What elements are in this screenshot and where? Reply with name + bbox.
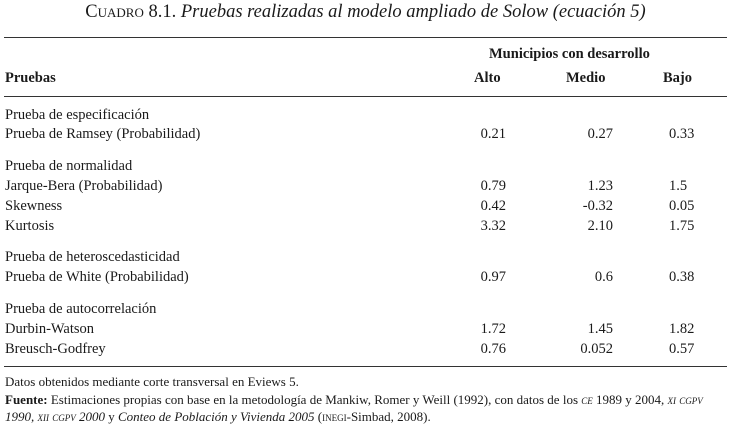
cell-bajo: 0.05 [669, 198, 695, 214]
cell-alto: 0.97 [480, 269, 506, 285]
cell-medio: 0.6 [594, 269, 613, 285]
fuente-xi-cgpv: xi cgpv 1990, [5, 391, 703, 424]
table-caption [0, 2, 731, 23]
header-rule [4, 96, 727, 97]
col-header-medio: Medio [566, 70, 606, 86]
cell-medio: -0.32 [582, 198, 613, 214]
fuente-ce: ce [581, 391, 593, 407]
row-label: Kurtosis [5, 218, 55, 234]
fuente-end: -Simbad, 2008). [346, 409, 431, 424]
row-label: Durbin-Watson [5, 321, 95, 337]
table-notes [5, 373, 727, 426]
section-title: Prueba de heteroscedasticidad [5, 249, 180, 265]
fuente-and: y [108, 409, 115, 424]
caption-title: Pruebas realizadas al modelo ampliado de Solow (ecuación 5) [180, 2, 646, 22]
row-label: Prueba de Ramsey (Probabilidad) [5, 126, 201, 142]
cell-bajo: 0.57 [669, 341, 695, 357]
cell-bajo: 0.33 [669, 126, 695, 142]
bottom-rule [4, 366, 727, 367]
cell-medio: 1.23 [587, 178, 613, 194]
fuente-label: Fuente: [5, 391, 48, 407]
fuente-conteo: Conteo de Población y Vivienda 2005 [118, 409, 315, 424]
cell-alto: 0.79 [480, 178, 506, 194]
section-title: Prueba de autocorrelación [5, 301, 157, 317]
col-header-bajo: Bajo [663, 70, 692, 86]
row-label: Jarque-Bera (Probabilidad) [5, 178, 163, 194]
column-group-header: Municipios con desarrollo [489, 46, 650, 62]
row-label-header: Pruebas [5, 70, 56, 86]
cell-medio: 0.052 [580, 341, 613, 357]
note-fuente [5, 391, 727, 426]
cell-medio: 2.10 [587, 218, 613, 234]
cell-alto: 3.32 [480, 218, 506, 234]
cell-bajo: 1.75 [669, 218, 695, 234]
cell-alto: 1.72 [480, 321, 506, 337]
caption-label: Cuadro 8.1. [85, 2, 177, 22]
cell-medio: 0.27 [587, 126, 613, 142]
cell-bajo: 1.82 [669, 321, 695, 337]
cell-alto: 0.21 [480, 126, 506, 142]
top-rule [4, 37, 727, 38]
fuente-paren: ( [317, 409, 323, 424]
section-title: Prueba de normalidad [5, 158, 133, 174]
row-label: Breusch-Godfrey [5, 341, 106, 357]
fuente-text: Estimaciones propias con base en la metodología de Mankiw, Romer y Weill (1992), con datos de los [50, 391, 579, 407]
note-data-source: Datos obtenidos mediante corte transversal en Eviews 5. [5, 374, 299, 389]
row-label: Prueba de White (Probabilidad) [5, 269, 189, 285]
fuente-xii-cgpv: xii cgpv 2000 [37, 409, 105, 424]
cell-alto: 0.42 [480, 198, 506, 214]
fuente-years: 1989 y 2004, [596, 391, 665, 407]
col-header-alto: Alto [474, 70, 501, 86]
cell-alto: 0.76 [480, 341, 506, 357]
cell-medio: 1.45 [587, 321, 613, 337]
section-title: Prueba de especificación [5, 107, 150, 123]
cell-bajo: 0.38 [669, 269, 695, 285]
fuente-inegi: inegi [322, 409, 347, 424]
cell-bajo: 1.5 [669, 178, 688, 194]
row-label: Skewness [5, 198, 63, 214]
